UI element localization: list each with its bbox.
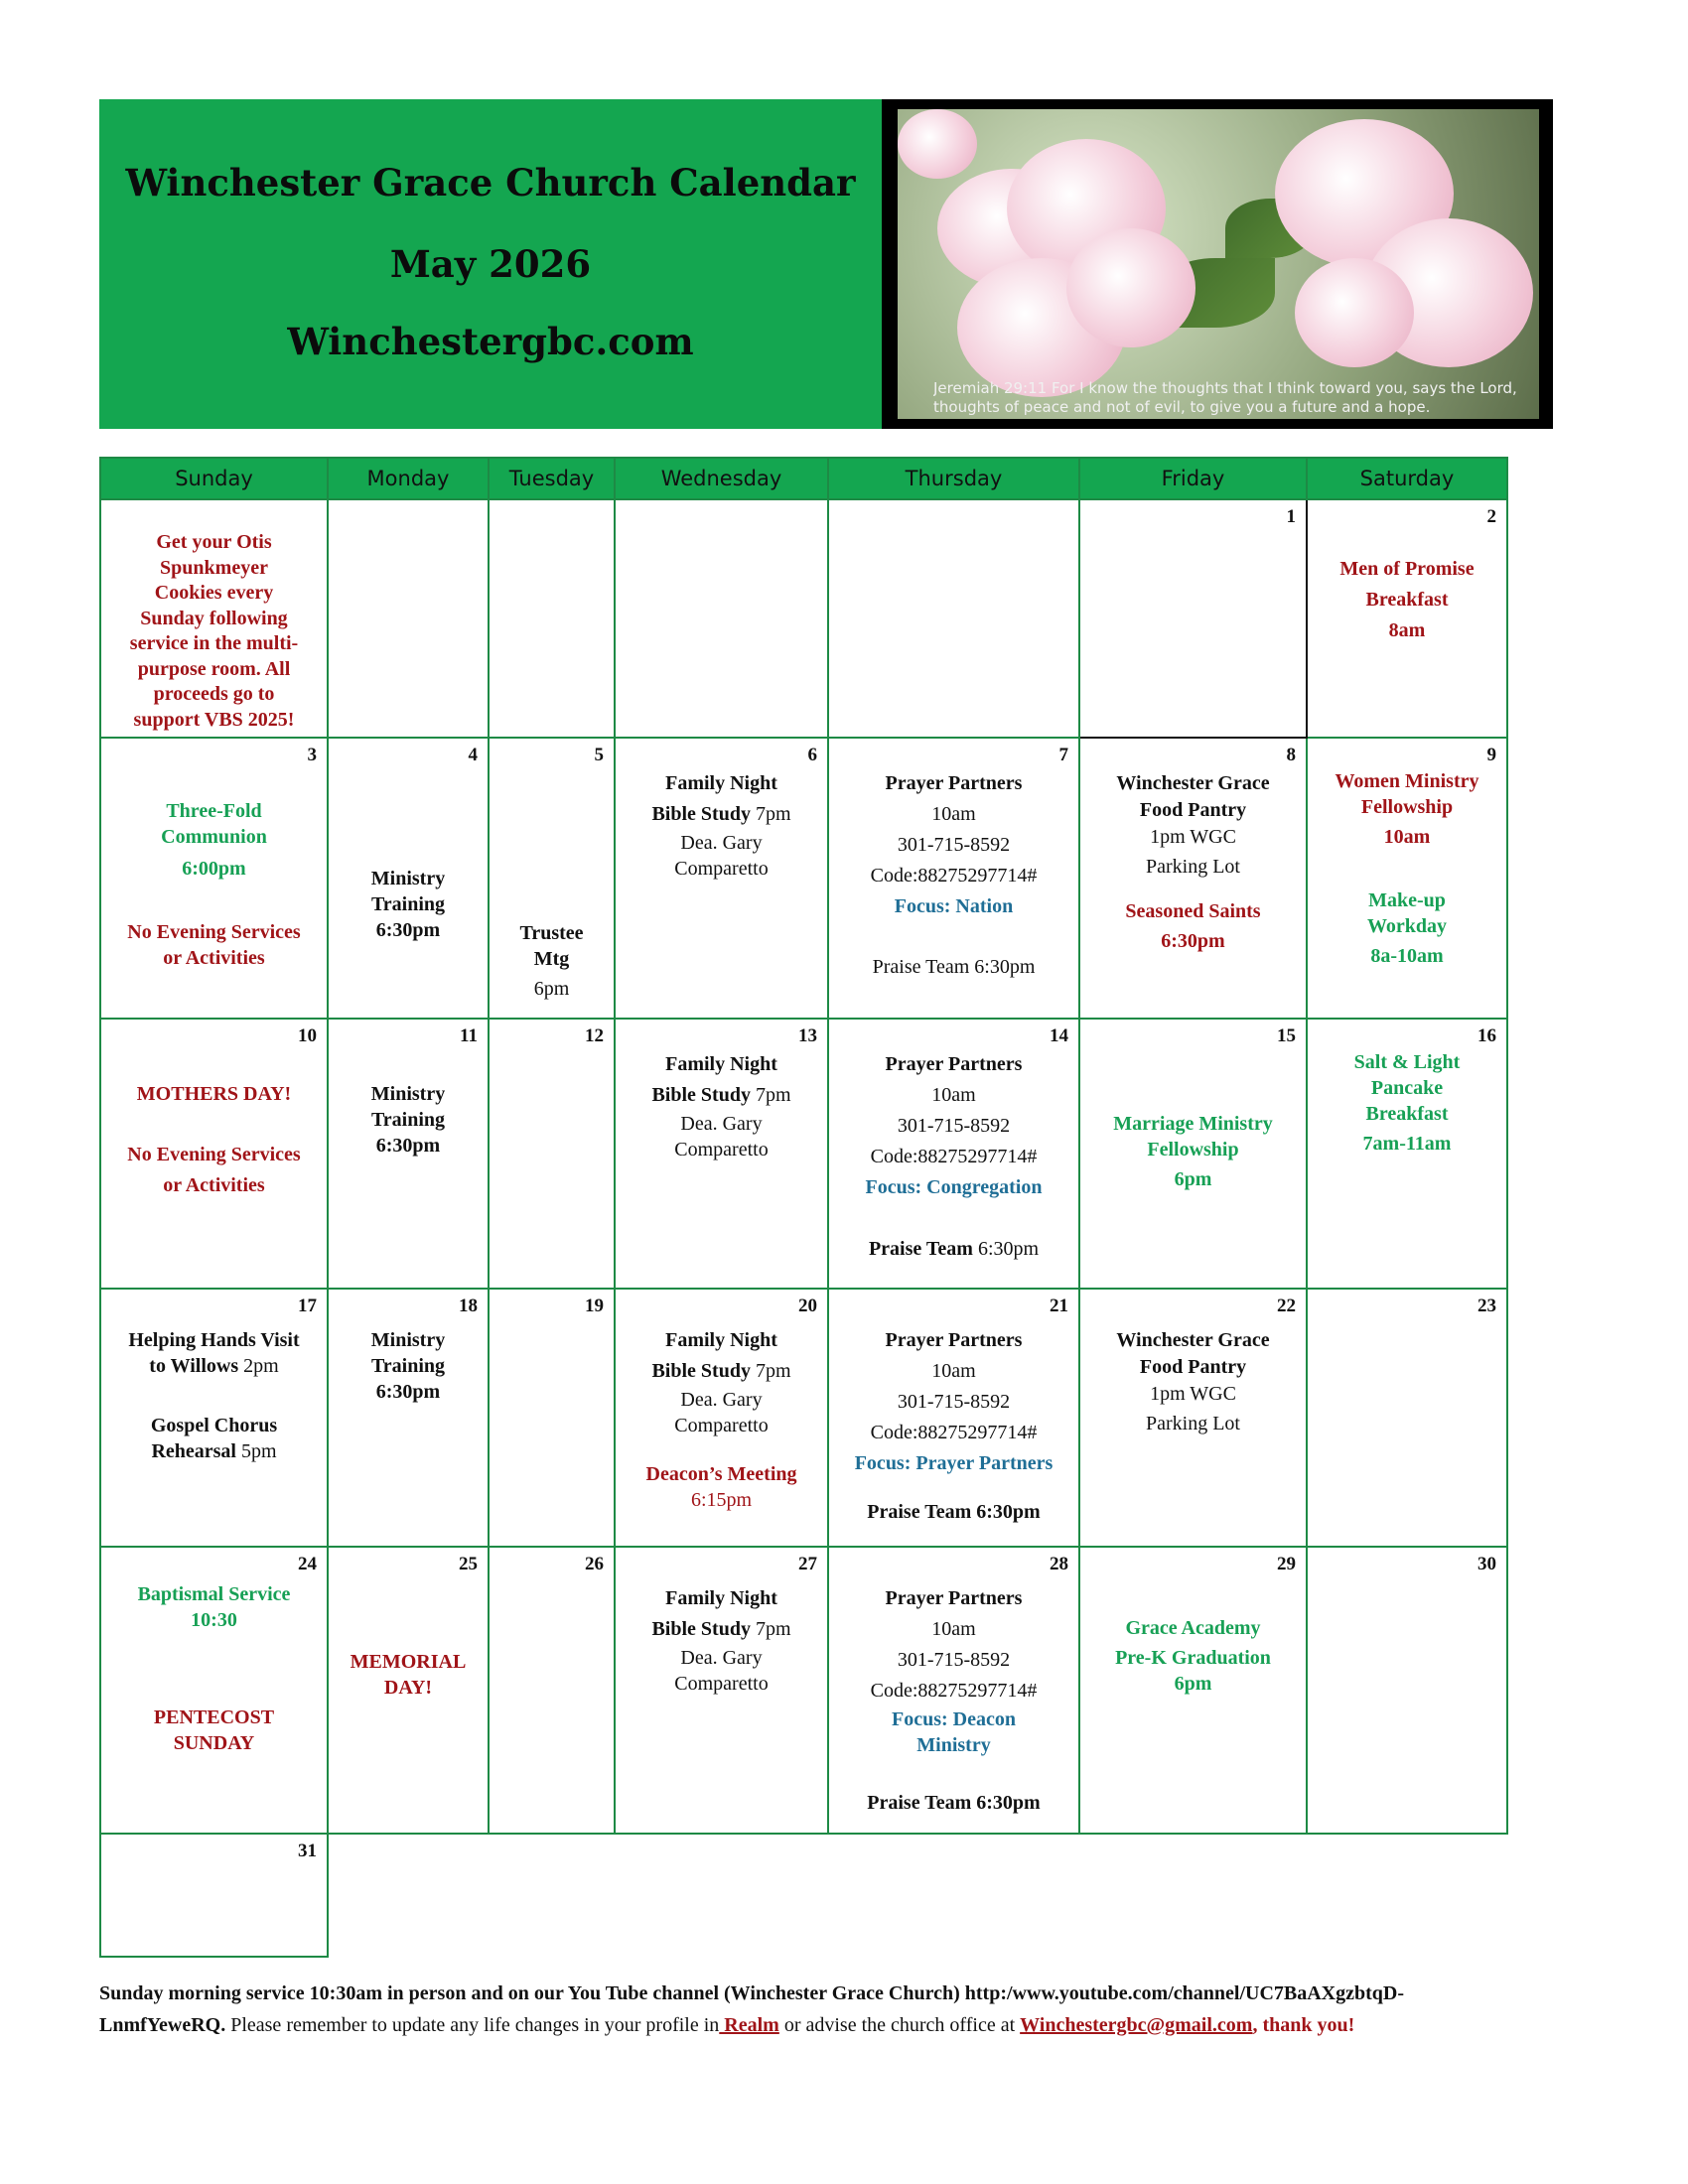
event-text: 1pm WGC (1150, 1383, 1236, 1405)
event-text: Praise Team (868, 1238, 973, 1260)
week-row (100, 499, 1507, 738)
event-time: 7pm (750, 803, 791, 825)
day-cell-11[interactable] (328, 1019, 489, 1289)
event-text: Breakfast (1365, 589, 1449, 611)
event-text: 6:15pm (690, 1489, 753, 1511)
event-text: Deacon’s Meeting (645, 1463, 797, 1485)
day-number: 27 (798, 1554, 817, 1574)
day-cell-24[interactable] (100, 1547, 328, 1834)
footer-notice (99, 1978, 1579, 2041)
empty-space (1307, 1834, 1507, 1957)
day-cell-26[interactable] (489, 1547, 615, 1834)
event-text: Praise Team 6:30pm (867, 1501, 1041, 1523)
cookie-notice (101, 530, 327, 733)
event-text: 301-715-8592 (897, 1115, 1011, 1137)
day-cell-12[interactable] (489, 1019, 615, 1289)
day-cell-19[interactable] (489, 1289, 615, 1547)
empty-space (1079, 1834, 1307, 1957)
day-cell-6[interactable] (615, 738, 828, 1019)
day-number: 14 (1050, 1025, 1068, 1046)
event-text: Gospel Chorus (150, 1415, 278, 1436)
day-number: 9 (1486, 745, 1496, 765)
event-text: MOTHERS DAY! (136, 1083, 292, 1105)
thanks-text: , thank you! (1252, 2014, 1355, 2036)
event-text: Code:88275297714# (870, 1680, 1038, 1702)
event-text: Three-Fold (166, 800, 262, 822)
event-text: Family Night (665, 1053, 777, 1075)
empty-space (828, 1834, 1079, 1957)
day-number: 29 (1277, 1554, 1296, 1574)
event-text: Training (370, 1109, 446, 1131)
week-row (100, 1547, 1507, 1834)
event-text: Mtg (533, 948, 570, 970)
event-time: 2pm (238, 1355, 279, 1377)
event-text: Family Night (665, 772, 777, 794)
day-cell-8[interactable] (1079, 738, 1307, 1019)
event-text: Comparetto (674, 1673, 769, 1695)
empty-day-cell (489, 499, 615, 738)
day-cell-7[interactable] (828, 738, 1079, 1019)
day-cell-4[interactable] (328, 738, 489, 1019)
event-text: 6:30pm (375, 1135, 441, 1157)
event-text: Grace Academy (1125, 1617, 1261, 1639)
day-cell-28[interactable] (828, 1547, 1079, 1834)
calendar-month: May 2026 (389, 242, 592, 286)
event-text: Breakfast (1365, 1103, 1449, 1125)
event-text: Bible Study (651, 803, 751, 825)
event-text: SUNDAY (173, 1732, 255, 1754)
event-text: 10am (1383, 826, 1431, 848)
day-number: 16 (1477, 1025, 1496, 1046)
day-cell-1[interactable] (1079, 499, 1307, 738)
event-text: Food Pantry (1139, 1356, 1247, 1378)
event-text: Marriage Ministry (1113, 1113, 1273, 1135)
day-cell-10[interactable] (100, 1019, 328, 1289)
notice-line: purpose room. All (137, 657, 291, 680)
event-time: 7pm (750, 1084, 791, 1106)
event-text: Code:88275297714# (870, 1146, 1038, 1167)
blossom-petal (1295, 258, 1414, 367)
event-text: Bible Study (651, 1360, 751, 1382)
notice-line: Cookies every (154, 582, 274, 604)
cookie-notice-cell (100, 499, 328, 738)
notice-line: Sunday following (140, 607, 288, 629)
day-number: 6 (807, 745, 817, 765)
event-text: Dea. Gary (680, 1647, 763, 1669)
weekday-saturday: Saturday (1307, 458, 1507, 499)
day-number: 21 (1050, 1296, 1068, 1316)
event-text: or Activities (163, 1174, 265, 1196)
event-text: Parking Lot (1146, 856, 1240, 878)
day-cell-13[interactable] (615, 1019, 828, 1289)
apple-blossom-image (898, 109, 1539, 419)
day-cell-18[interactable] (328, 1289, 489, 1547)
event-text: Comparetto (674, 1139, 769, 1160)
event-text: 10am (931, 1084, 976, 1106)
day-cell-17[interactable] (100, 1289, 328, 1547)
day-number: 11 (460, 1025, 478, 1046)
day-number: 25 (459, 1554, 478, 1574)
event-text: 6:30pm (1161, 930, 1225, 952)
day-number: 7 (1058, 745, 1068, 765)
day-cell-30[interactable] (1307, 1547, 1507, 1834)
event-text: 10:30 (191, 1609, 237, 1631)
event-text: 10am (931, 1618, 976, 1640)
calendar-grid (99, 457, 1508, 1958)
event-time: 5pm (235, 1440, 277, 1462)
event-text: 6:30pm (375, 919, 441, 941)
event-text: or Activities (163, 947, 265, 969)
event-text: MEMORIAL (350, 1651, 467, 1673)
notice-line: Spunkmeyer (160, 556, 268, 579)
event-text: Helping Hands Visit (128, 1329, 300, 1351)
day-number: 8 (1286, 745, 1296, 765)
blossom-petal (898, 109, 977, 179)
event-text: Pancake (1370, 1077, 1444, 1099)
event-text: Family Night (665, 1587, 777, 1609)
event-text: Prayer Partners (885, 772, 1023, 794)
event-text: No Evening Services (127, 1144, 301, 1165)
day-cell-29[interactable] (1079, 1547, 1307, 1834)
realm-link[interactable]: Realm (719, 2014, 779, 2036)
calendar-title: Winchester Grace Church Calendar (125, 161, 856, 205)
event-text: Pre-K Graduation (1115, 1647, 1271, 1669)
day-number: 10 (298, 1025, 317, 1046)
focus-text: Focus: Prayer Partners (854, 1452, 1054, 1474)
week-row (100, 738, 1507, 1019)
event-text: 6pm (1174, 1168, 1212, 1190)
notice-line: support VBS 2025! (133, 708, 295, 731)
focus-text: Focus: Nation (894, 895, 1014, 917)
weekday-wednesday: Wednesday (615, 458, 828, 499)
event-text: Men of Promise (1339, 558, 1475, 580)
focus-text: Focus: Deacon (892, 1708, 1016, 1730)
event-text: Seasoned Saints (1125, 900, 1261, 922)
event-text: Training (370, 1355, 446, 1377)
day-number: 19 (585, 1296, 604, 1316)
blossom-petal (1066, 228, 1196, 347)
day-cell-31[interactable] (100, 1834, 328, 1957)
day-number: 4 (468, 745, 478, 765)
event-text: 6:30pm (375, 1381, 441, 1403)
event-text: Dea. Gary (680, 1113, 763, 1135)
day-number: 3 (307, 745, 317, 765)
event-text: Trustee (519, 922, 584, 944)
event-text: to Willows (149, 1355, 239, 1377)
day-number: 28 (1050, 1554, 1068, 1574)
event-text: Make-up (1368, 889, 1446, 911)
channel-id-end: LnmfYeweRQ. (99, 2014, 226, 2036)
day-number: 18 (459, 1296, 478, 1316)
day-cell-21[interactable] (828, 1289, 1079, 1547)
empty-space (328, 1834, 489, 1957)
event-text: Winchester Grace (1116, 1329, 1270, 1351)
weekday-thursday: Thursday (828, 458, 1079, 499)
day-number: 24 (298, 1554, 317, 1574)
notice-line: proceeds go to (153, 683, 275, 705)
event-time: 7pm (750, 1618, 791, 1640)
event-text: Communion (161, 826, 267, 848)
event-text: 8a-10am (1370, 945, 1444, 967)
day-cell-16[interactable] (1307, 1019, 1507, 1289)
event-text: Dea. Gary (680, 1389, 763, 1411)
event-text: Salt & Light (1353, 1051, 1461, 1073)
day-cell-15[interactable] (1079, 1019, 1307, 1289)
event-text: 8am (1388, 619, 1426, 641)
weekday-header-row (100, 458, 1507, 499)
event-text: 10am (931, 803, 976, 825)
day-cell-14[interactable] (828, 1019, 1079, 1289)
event-text: 6pm (533, 978, 570, 1000)
event-text: Code:88275297714# (870, 1422, 1038, 1443)
week-row (100, 1834, 1507, 1957)
day-cell-2[interactable] (1307, 499, 1507, 738)
event-text: Rehearsal (151, 1440, 236, 1462)
event-text: No Evening Services (127, 921, 301, 943)
day-cell-25[interactable] (328, 1547, 489, 1834)
event-text: Fellowship (1360, 796, 1454, 818)
event-text: Training (370, 893, 446, 915)
event-time: 6:30pm (972, 1238, 1040, 1260)
week-row (100, 1289, 1507, 1547)
event-text: Comparetto (674, 1415, 769, 1436)
week-row (100, 1019, 1507, 1289)
event-text: Praise Team 6:30pm (867, 1792, 1041, 1814)
blossom-photo-frame (882, 99, 1553, 429)
event-text: Bible Study (651, 1618, 751, 1640)
event-text: Women Ministry (1335, 770, 1479, 792)
day-number: 2 (1486, 506, 1496, 527)
event-text: 301-715-8592 (897, 1391, 1011, 1413)
event-text: Family Night (665, 1329, 777, 1351)
event-text: PENTECOST (153, 1706, 275, 1728)
day-number: 20 (798, 1296, 817, 1316)
event-text: Dea. Gary (680, 832, 763, 854)
weekday-sunday: Sunday (100, 458, 328, 499)
notice-line: service in the multi- (129, 632, 299, 654)
profile-reminder: Please remember to update any life changes in your profile in (225, 2014, 720, 2036)
event-text: 6pm (1174, 1673, 1212, 1695)
service-info: Sunday morning service 10:30am in person and on our You Tube channel (Winchester Grace Church) http:/www.youtube.com/channel/UC7BaAXgzbtqD- (99, 1982, 1405, 2004)
empty-day-cell (328, 499, 489, 738)
day-number: 13 (798, 1025, 817, 1046)
title-banner (99, 99, 882, 429)
day-number: 1 (1286, 506, 1296, 527)
event-text: Code:88275297714# (870, 865, 1038, 887)
empty-day-cell (828, 499, 1079, 738)
day-number: 5 (594, 745, 604, 765)
scripture-caption: Jeremiah 29:11 For I know the thoughts that I think toward you, says the Lord, thoughts of peace and not of evil, to give you a future and a hope. (933, 379, 1517, 416)
event-text: Prayer Partners (885, 1053, 1023, 1075)
event-text: 301-715-8592 (897, 1649, 1011, 1671)
event-text: 7am-11am (1362, 1133, 1452, 1155)
day-number: 15 (1277, 1025, 1296, 1046)
focus-text: Ministry (916, 1734, 991, 1756)
event-text: Prayer Partners (885, 1587, 1023, 1609)
office-text: or advise the church office at (778, 2014, 1021, 2036)
footer-line-2 (99, 2009, 1579, 2041)
event-text: Baptismal Service (137, 1583, 291, 1605)
empty-space (615, 1834, 828, 1957)
day-cell-22[interactable] (1079, 1289, 1307, 1547)
event-text: Fellowship (1147, 1139, 1239, 1160)
calendar-header (99, 99, 1553, 429)
event-text: DAY! (383, 1677, 433, 1699)
day-number: 31 (298, 1841, 317, 1861)
event-text: Parking Lot (1146, 1413, 1240, 1434)
event-text: 301-715-8592 (897, 834, 1011, 856)
day-number: 17 (298, 1296, 317, 1316)
day-cell-3[interactable] (100, 738, 328, 1019)
event-text: Ministry (370, 868, 446, 889)
empty-day-cell (615, 499, 828, 738)
event-text: Prayer Partners (885, 1329, 1023, 1351)
event-text: Comparetto (674, 858, 769, 880)
day-cell-9[interactable] (1307, 738, 1507, 1019)
event-text: Ministry (370, 1083, 446, 1105)
notice-line: Get your Otis (156, 531, 272, 553)
day-number: 22 (1277, 1296, 1296, 1316)
event-text: Winchester Grace (1116, 772, 1270, 794)
church-website: Winchestergbc.com (287, 320, 694, 363)
event-text: 1pm WGC (1150, 826, 1236, 848)
day-number: 30 (1477, 1554, 1496, 1574)
day-number: 23 (1477, 1296, 1496, 1316)
event-text: 10am (931, 1360, 976, 1382)
empty-space (489, 1834, 615, 1957)
day-number: 12 (585, 1025, 604, 1046)
event-text: Workday (1366, 915, 1448, 937)
event-text: 6:00pm (182, 858, 246, 880)
event-time: 7pm (750, 1360, 791, 1382)
focus-text: Focus: Congregation (865, 1176, 1043, 1198)
day-number: 26 (585, 1554, 604, 1574)
event-text: Food Pantry (1139, 799, 1247, 821)
event-text: Bible Study (651, 1084, 751, 1106)
event-text: Ministry (370, 1329, 446, 1351)
weekday-friday: Friday (1079, 458, 1307, 499)
day-cell-27[interactable] (615, 1547, 828, 1834)
weekday-monday: Monday (328, 458, 489, 499)
day-cell-5[interactable] (489, 738, 615, 1019)
weekday-tuesday: Tuesday (489, 458, 615, 499)
day-cell-20[interactable] (615, 1289, 828, 1547)
day-cell-23[interactable] (1307, 1289, 1507, 1547)
email-link[interactable]: Winchestergbc@gmail.com (1020, 2014, 1253, 2036)
event-text: Praise Team 6:30pm (872, 956, 1036, 978)
